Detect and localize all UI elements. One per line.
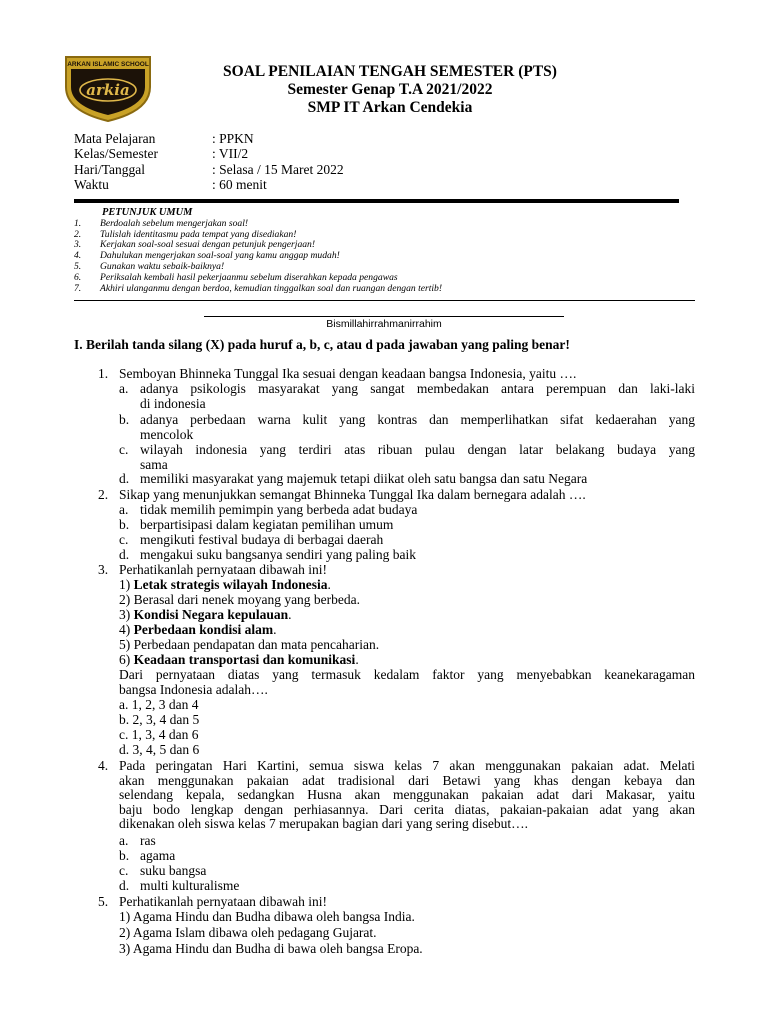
option-text: mengikuti festival budaya di berbagai daerah [140,532,384,547]
bismillah-line [204,316,564,317]
header-divider [74,199,679,203]
option-text: memiliki masyarakat yang majemuk tetapi diikat oleh satu bangsa dan satu Negara [140,471,588,486]
statement-text: Perbedaan kondisi alam [133,622,274,637]
option-label: b. [119,412,130,427]
instruction-text: Periksalah kembali hasil pekerjaanmu sebelum diserahkan kepada pengawas [100,271,398,283]
statement-text: Keadaan transportasi dan komunikasi [133,652,356,667]
option-text: 1, 3, 4 dan 6 [131,727,199,742]
option-text: agama [140,848,176,863]
question-text: Semboyan Bhinneka Tunggal Ika sesuai dengan keadaan bangsa Indonesia, yaitu …. [119,366,577,381]
info-value: : Selasa / 15 Maret 2022 [212,161,344,177]
statement-tail: . [355,652,359,667]
question-number: 2. [98,487,109,502]
statement-tail: . [288,607,292,622]
instruction-item [74,273,442,284]
statement [119,623,277,638]
statement [119,926,377,941]
option-text: multi kulturalisme [140,878,240,893]
option-line: adanya perbedaan warna kulit yang kontras dan memperlihatkan sifat kedaerahan yang [140,412,695,427]
school-logo [62,53,154,123]
option-line: mencolok [140,426,194,442]
option-text: tidak memilih pemimpin yang berbeda adat budaya [140,502,418,517]
statement [119,578,331,593]
instruction-number: 2. [74,228,82,240]
info-row [74,162,344,177]
question-number: 5. [98,894,109,909]
option-line: wilayah indonesia yang terdiri atas ribuan pulau dengan latar belakang budaya yang [140,442,695,457]
statement [119,608,292,623]
option-text: 1, 2, 3 dan 4 [131,697,199,712]
option-label: d. [119,471,130,486]
statement-number: 3) [119,607,131,622]
statement-number: 1) [119,909,131,924]
question-text: Perhatikanlah pernyataan dibawah ini! [119,562,328,577]
question-line: selendang kepala, sedangkan Husna akan menggunakan pakaian adat dari Makasar, yaitu [119,787,695,803]
statement-text: Perbedaan pendapatan dan mata pencaharian. [133,637,380,652]
instructions-divider [74,300,695,301]
statement-number: 6) [119,652,131,667]
question-number: 4. [98,758,109,773]
instruction-number: 5. [74,260,82,272]
info-key: Hari/Tanggal [74,161,146,177]
section-title: I. Berilah tanda silang (X) pada huruf a, b, c, atau d pada jawaban yang paling benar! [74,337,570,352]
option-line: adanya psikologis masyarakat yang sangat membedakan antara perempuan dan laki-laki [140,381,695,396]
statement [119,910,415,925]
option-label: c. [119,727,129,742]
question-text [119,759,695,832]
option [119,698,199,713]
statement-text: Kondisi Negara kepulauan [133,607,289,622]
statement-number: 5) [119,637,131,652]
exam-title: SOAL PENILAIAN TENGAH SEMESTER (PTS) [223,63,557,80]
svg-text:ARKAN ISLAMIC SCHOOL: ARKAN ISLAMIC SCHOOL [67,61,149,68]
option-text: ras [140,833,156,848]
bismillah-text: Bismillahirrahmanirrahim [326,318,442,330]
option-label: a. [119,381,129,396]
instruction-number: 3. [74,239,82,251]
statement-number: 1) [119,577,131,592]
statement [119,593,360,608]
question-prompt: bangsa Indonesia adalah…. [119,682,268,697]
statement-tail: . [327,577,331,592]
question-text: Perhatikanlah pernyataan dibawah ini! [119,894,328,909]
info-key: Waktu [74,176,109,192]
statement-text: Agama Hindu dan Budha dibawa oleh bangsa India. [132,909,415,924]
statement-text: Letak strategis wilayah Indonesia [133,577,328,592]
statement-text: Agama Hindu dan Budha di bawa oleh bangsa Eropa. [132,941,423,956]
exam-info [74,131,344,192]
instruction-item [74,219,442,230]
option-label: a. [119,697,129,712]
option-label: a. [119,502,129,517]
question-number: 1. [98,366,109,381]
statement-text: Agama Islam dibawa oleh pedagang Gujarat. [132,925,377,940]
instruction-text: Gunakan waktu sebaik-baiknya! [100,260,225,272]
option-text: 3, 4, 5 dan 6 [132,742,200,757]
info-row [74,146,344,161]
option [119,743,199,758]
question-line: dikenakan oleh siswa kelas 7 merupakan bagian dari yang sering disebut…. [119,816,529,832]
question-line: baju bodo lengkap dengan perhiasannya. Dari cerita diatas, pakaian-pakaian adat yang akan [119,801,695,817]
instruction-text: Akhiri ulanganmu dengan berdoa, kemudian tinggalkan soal dan ruangan dengan tertib! [100,282,443,294]
option-label: b. [119,848,130,863]
statement-number: 2) [119,592,131,607]
question-line: Pada peringatan Hari Kartini, semua siswa kelas 7 akan menggunakan pakaian adat. Melati [119,758,695,773]
option-text [140,382,695,411]
instruction-number: 4. [74,250,82,262]
instruction-item [74,284,442,295]
option-text: berpartisipasi dalam kegiatan pemilihan umum [140,517,394,532]
option-text: 2, 3, 4 dan 5 [132,712,200,727]
exam-semester: Semester Genap T.A 2021/2022 [287,81,493,98]
info-value: : 60 menit [212,176,267,192]
statement-number: 4) [119,622,131,637]
statement-text: Berasal dari nenek moyang yang berbeda. [133,592,361,607]
option-label: b. [119,712,130,727]
instruction-number: 7. [74,282,82,294]
school-name: SMP IT Arkan Cendekia [307,99,473,116]
instruction-text: Berdoalah sebelum mengerjakan soal! [100,217,249,229]
statement [119,653,359,668]
svg-text:arkia: arkia [86,81,130,99]
option-label: c. [119,532,129,547]
statement-number: 3) [119,941,131,956]
statement-tail: . [273,622,277,637]
info-value: : PPKN [212,131,254,146]
info-key: Kelas/Semester [74,146,158,162]
info-row [74,131,344,146]
option-label: d. [119,547,130,562]
question-line: akan menggunakan pakaian adat tradisional dari Betawi yang khas dengan kebaya dan [119,772,695,788]
info-row [74,177,344,192]
statement [119,638,379,653]
option-label: d. [119,742,130,757]
question-prompt: Dari pernyataan diatas yang termasuk kedalam faktor yang menyebabkan keanekaragaman [119,667,695,682]
statement-number: 2) [119,925,131,940]
option-text: suku bangsa [140,863,207,878]
option-label: c. [119,863,129,878]
instruction-text: Tulislah identitasmu pada tempat yang disediakan! [100,228,297,240]
option-label: d. [119,878,130,893]
info-value: : VII/2 [212,146,249,162]
question-number: 3. [98,562,109,577]
statement [119,942,423,957]
instruction-text: Kerjakan soal-soal sesuai dengan petunjuk pengerjaan! [100,239,316,251]
instruction-number: 6. [74,271,82,283]
option-label: c. [119,442,129,457]
option-text [140,443,695,472]
question-text: Sikap yang menunjukkan semangat Bhinneka Tunggal Ika dalam bernegara adalah …. [119,487,586,502]
option-label: b. [119,517,130,532]
option-text: mengakui suku bangsanya sendiri yang paling baik [140,547,416,562]
instruction-text: Dahulukan mengerjakan soal-soal yang kamu anggap mudah! [100,250,340,262]
option-label: a. [119,833,129,848]
instructions-heading: PETUNJUK UMUM [102,207,193,218]
option-line: di indonesia [140,395,206,411]
option-line: sama [140,456,168,472]
option [119,728,199,743]
option-text [140,413,695,442]
option [119,713,199,728]
info-key: Mata Pelajaran [74,131,156,146]
instructions-box [74,208,442,294]
instruction-number: 1. [74,217,82,229]
